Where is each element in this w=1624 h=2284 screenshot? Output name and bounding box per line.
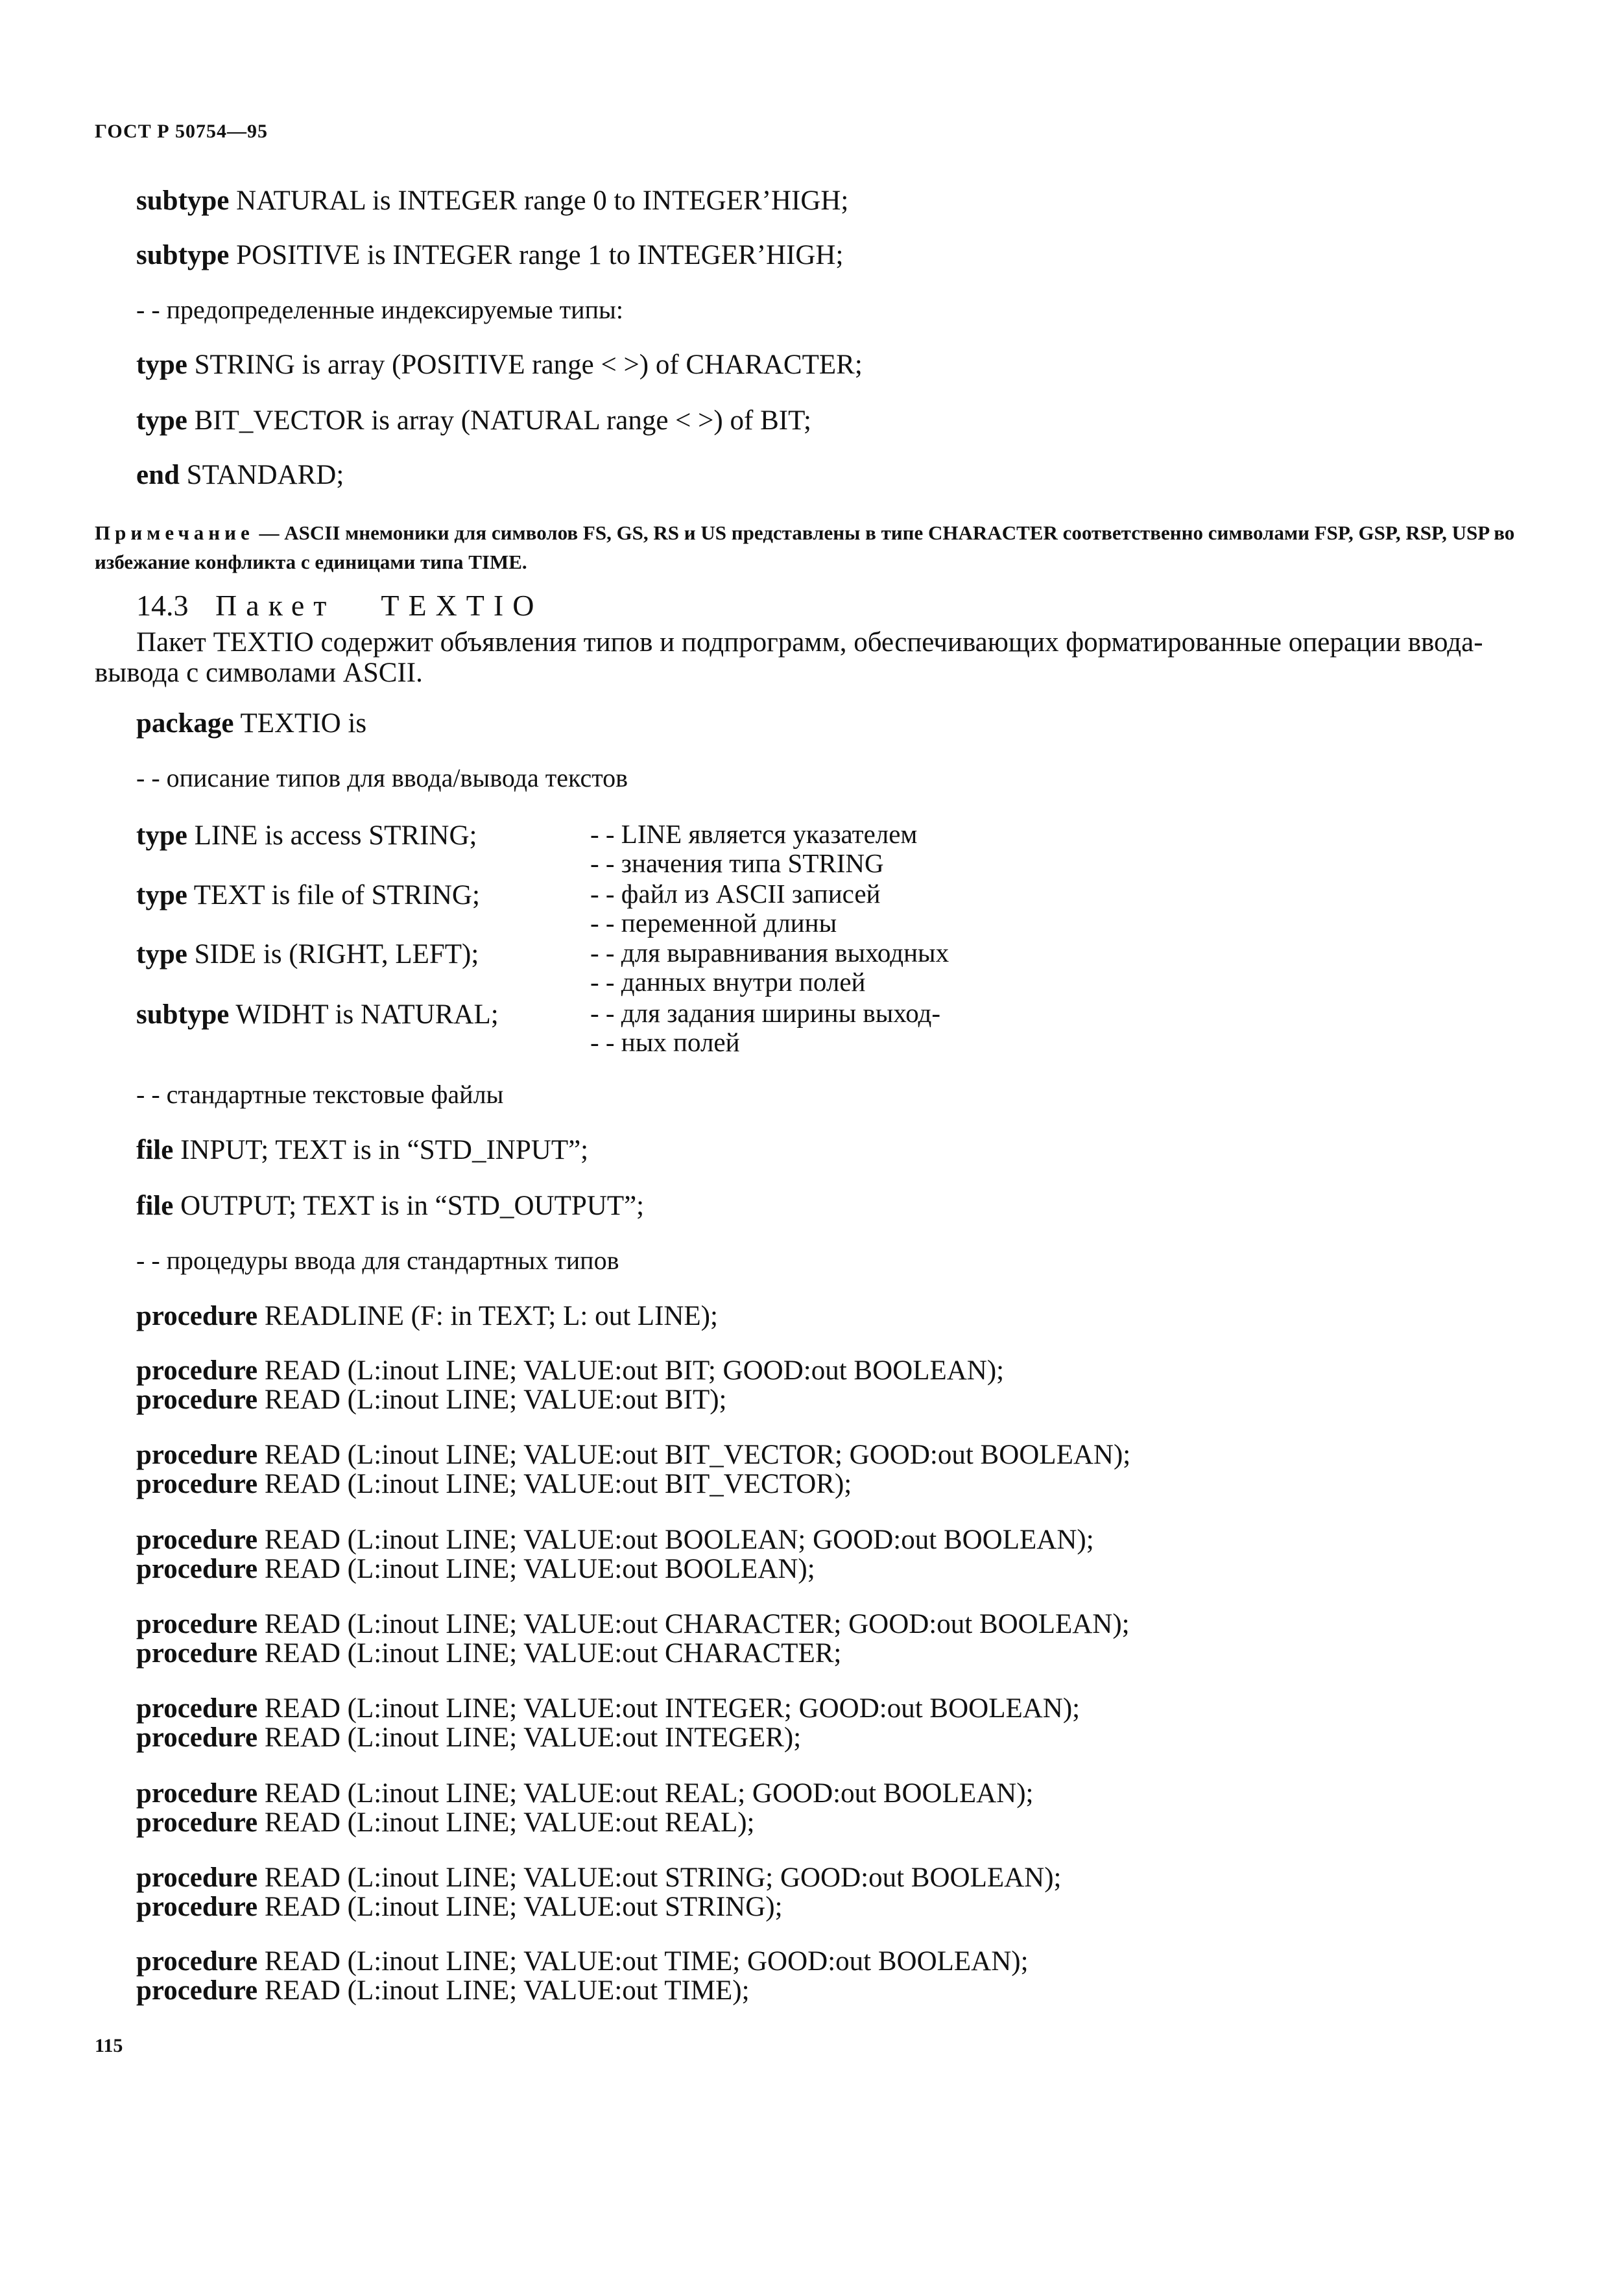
keyword: procedure bbox=[136, 1525, 258, 1555]
keyword: type bbox=[136, 350, 187, 380]
code-line-read bbox=[136, 1639, 841, 1667]
code-text: - - предопределенные индексируемые типы: bbox=[136, 295, 623, 324]
code-text: READ (L:inout LINE; VALUE:out BIT; GOOD:out BOOLEAN); bbox=[257, 1355, 1005, 1386]
code-line-read bbox=[136, 1526, 1094, 1554]
code-text: TEXTIO is bbox=[233, 708, 367, 739]
code-line-read bbox=[136, 1610, 1130, 1638]
keyword: type bbox=[136, 405, 187, 436]
code-line-read bbox=[136, 1893, 783, 1921]
keyword: procedure bbox=[136, 1778, 258, 1809]
keyword: procedure bbox=[136, 1722, 258, 1753]
keyword: file bbox=[136, 1191, 174, 1221]
code-text: READ (L:inout LINE; VALUE:out REAL; GOOD:out BOOLEAN); bbox=[257, 1778, 1034, 1809]
keyword: procedure bbox=[136, 1946, 258, 1977]
code-text: STRING is array (POSITIVE range < >) of CHARACTER; bbox=[187, 350, 863, 380]
code-text: WIDHT is NATURAL; bbox=[229, 999, 499, 1030]
code-comment-files: - - стандартные текстовые файлы bbox=[136, 1080, 504, 1109]
keyword: procedure bbox=[136, 1693, 258, 1724]
comment-line: - - данных внутри полей bbox=[590, 967, 866, 997]
section-heading bbox=[136, 588, 543, 623]
type-decl-side bbox=[136, 938, 479, 970]
comment-line: - - для задания ширины выход- bbox=[590, 998, 941, 1028]
code-text: POSITIVE is INTEGER range 1 to INTEGER’HIGH; bbox=[229, 240, 844, 270]
code-text: READ (L:inout LINE; VALUE:out TIME; GOOD:out BOOLEAN); bbox=[257, 1946, 1029, 1977]
comment-line: - - файл из ASCII записей bbox=[590, 879, 881, 909]
code-text: BIT_VECTOR is array (NATURAL range < >) of BIT; bbox=[187, 405, 811, 436]
keyword: procedure bbox=[136, 1862, 258, 1893]
code-line-read bbox=[136, 1809, 755, 1837]
code-line-end-standard bbox=[136, 461, 344, 489]
type-decl-comment bbox=[590, 999, 940, 1057]
code-line-read bbox=[136, 1441, 1130, 1469]
page-header-standard: ГОСТ Р 50754—95 bbox=[95, 121, 269, 142]
code-text: READ (L:inout LINE; VALUE:out BIT); bbox=[257, 1385, 727, 1415]
type-decl-line bbox=[136, 820, 477, 851]
code-line-bit-vector bbox=[136, 407, 811, 434]
code-text: SIDE is (RIGHT, LEFT); bbox=[187, 939, 479, 970]
code-comment-procedures: - - процедуры ввода для стандартных типов bbox=[136, 1246, 619, 1275]
type-decl-comment bbox=[590, 820, 917, 878]
comment-line: - - ных полей bbox=[590, 1027, 740, 1058]
type-decl-comment bbox=[590, 938, 949, 997]
code-text: READ (L:inout LINE; VALUE:out BIT_VECTOR); bbox=[257, 1469, 852, 1499]
section-name: TEXTIO bbox=[381, 589, 543, 622]
keyword: type bbox=[136, 939, 187, 970]
code-text: INPUT; TEXT is in “STD_INPUT”; bbox=[173, 1135, 589, 1165]
type-decl-comment bbox=[590, 879, 881, 938]
keyword: procedure bbox=[136, 1554, 258, 1584]
keyword: procedure bbox=[136, 1301, 258, 1331]
code-text: READ (L:inout LINE; VALUE:out BOOLEAN); bbox=[257, 1554, 815, 1584]
code-line-read bbox=[136, 1779, 1033, 1807]
keyword: subtype bbox=[136, 185, 230, 216]
code-line-read bbox=[136, 1555, 815, 1583]
code-text: READ (L:inout LINE; VALUE:out BIT_VECTOR; GOOD:out BOOLEAN); bbox=[257, 1440, 1131, 1470]
keyword: subtype bbox=[136, 240, 230, 270]
section-label: Пакет bbox=[215, 589, 336, 622]
code-line-read bbox=[136, 1864, 1062, 1892]
code-line-readline bbox=[136, 1302, 718, 1330]
code-comment-predefined bbox=[136, 297, 623, 323]
keyword: procedure bbox=[136, 1469, 258, 1499]
comment-line: - - LINE является указателем bbox=[590, 819, 918, 849]
note-text: — ASCII мнемоники для символов FS, GS, RS и US представлены в типе CHARACTER соответственно символами FSP, GSP, RSP, USP во избежание конфликта с единицами типа TIME. bbox=[95, 521, 1515, 573]
code-text: READ (L:inout LINE; VALUE:out TIME); bbox=[257, 1975, 750, 2006]
code-text: READ (L:inout LINE; VALUE:out CHARACTER; GOOD:out BOOLEAN); bbox=[257, 1609, 1130, 1639]
code-line-natural bbox=[136, 187, 848, 215]
keyword: type bbox=[136, 820, 187, 851]
code-text: NATURAL is INTEGER range 0 to INTEGER’HIGH; bbox=[229, 185, 849, 216]
code-comment-types: - - описание типов для ввода/вывода текстов bbox=[136, 763, 628, 792]
code-text: READ (L:inout LINE; VALUE:out STRING); bbox=[257, 1892, 783, 1922]
comment-line: - - для выравнивания выходных bbox=[590, 938, 949, 968]
keyword: procedure bbox=[136, 1440, 258, 1470]
keyword: procedure bbox=[136, 1355, 258, 1386]
section-paragraph: Пакет TEXTIO содержит объявления типов и подпрограмм, обеспечивающих форматированные операции ввода-вывода с символами ASCII. bbox=[95, 627, 1483, 689]
keyword: procedure bbox=[136, 1892, 258, 1922]
keyword: package bbox=[136, 708, 234, 739]
code-text: READ (L:inout LINE; VALUE:out CHARACTER; bbox=[257, 1638, 842, 1669]
code-line-read bbox=[136, 1947, 1029, 1975]
code-line-positive bbox=[136, 241, 843, 269]
keyword: end bbox=[136, 460, 180, 490]
code-text: OUTPUT; TEXT is in “STD_OUTPUT”; bbox=[173, 1191, 645, 1221]
code-line-read bbox=[136, 1386, 727, 1414]
keyword: procedure bbox=[136, 1609, 258, 1639]
code-text: STANDARD; bbox=[179, 460, 344, 490]
code-text: READ (L:inout LINE; VALUE:out REAL); bbox=[257, 1807, 755, 1838]
type-decl-text bbox=[136, 879, 480, 911]
code-text: TEXT is file of STRING; bbox=[187, 880, 480, 910]
keyword: procedure bbox=[136, 1385, 258, 1415]
code-line-read bbox=[136, 1357, 1004, 1385]
code-line-read bbox=[136, 1470, 852, 1498]
keyword: procedure bbox=[136, 1638, 258, 1669]
keyword: procedure bbox=[136, 1975, 258, 2006]
code-line-package bbox=[136, 709, 366, 737]
keyword: type bbox=[136, 880, 187, 910]
code-text: LINE is access STRING; bbox=[187, 820, 477, 851]
note-paragraph bbox=[95, 519, 1547, 577]
keyword: procedure bbox=[136, 1807, 258, 1838]
type-decl-widht bbox=[136, 999, 499, 1030]
code-line-read bbox=[136, 1724, 801, 1752]
code-text: READ (L:inout LINE; VALUE:out INTEGER); bbox=[257, 1722, 802, 1753]
code-line-string bbox=[136, 351, 863, 379]
code-line-read bbox=[136, 1977, 750, 2004]
code-text: READLINE (F: in TEXT; L: out LINE); bbox=[257, 1301, 718, 1331]
note-label: Примечание bbox=[95, 521, 254, 544]
code-text: READ (L:inout LINE; VALUE:out INTEGER; GOOD:out BOOLEAN); bbox=[257, 1693, 1081, 1724]
code-line-file-output bbox=[136, 1192, 644, 1220]
comment-line: - - переменной длины bbox=[590, 908, 837, 938]
page-number: 115 bbox=[95, 2035, 123, 2056]
code-text: READ (L:inout LINE; VALUE:out STRING; GOOD:out BOOLEAN); bbox=[257, 1862, 1062, 1893]
keyword: file bbox=[136, 1135, 174, 1165]
code-text: READ (L:inout LINE; VALUE:out BOOLEAN; GOOD:out BOOLEAN); bbox=[257, 1525, 1094, 1555]
code-line-read bbox=[136, 1695, 1080, 1722]
code-line-file-input bbox=[136, 1136, 588, 1164]
section-number: 14.3 bbox=[136, 589, 189, 622]
comment-line: - - значения типа STRING bbox=[590, 848, 884, 879]
keyword: subtype bbox=[136, 999, 230, 1030]
